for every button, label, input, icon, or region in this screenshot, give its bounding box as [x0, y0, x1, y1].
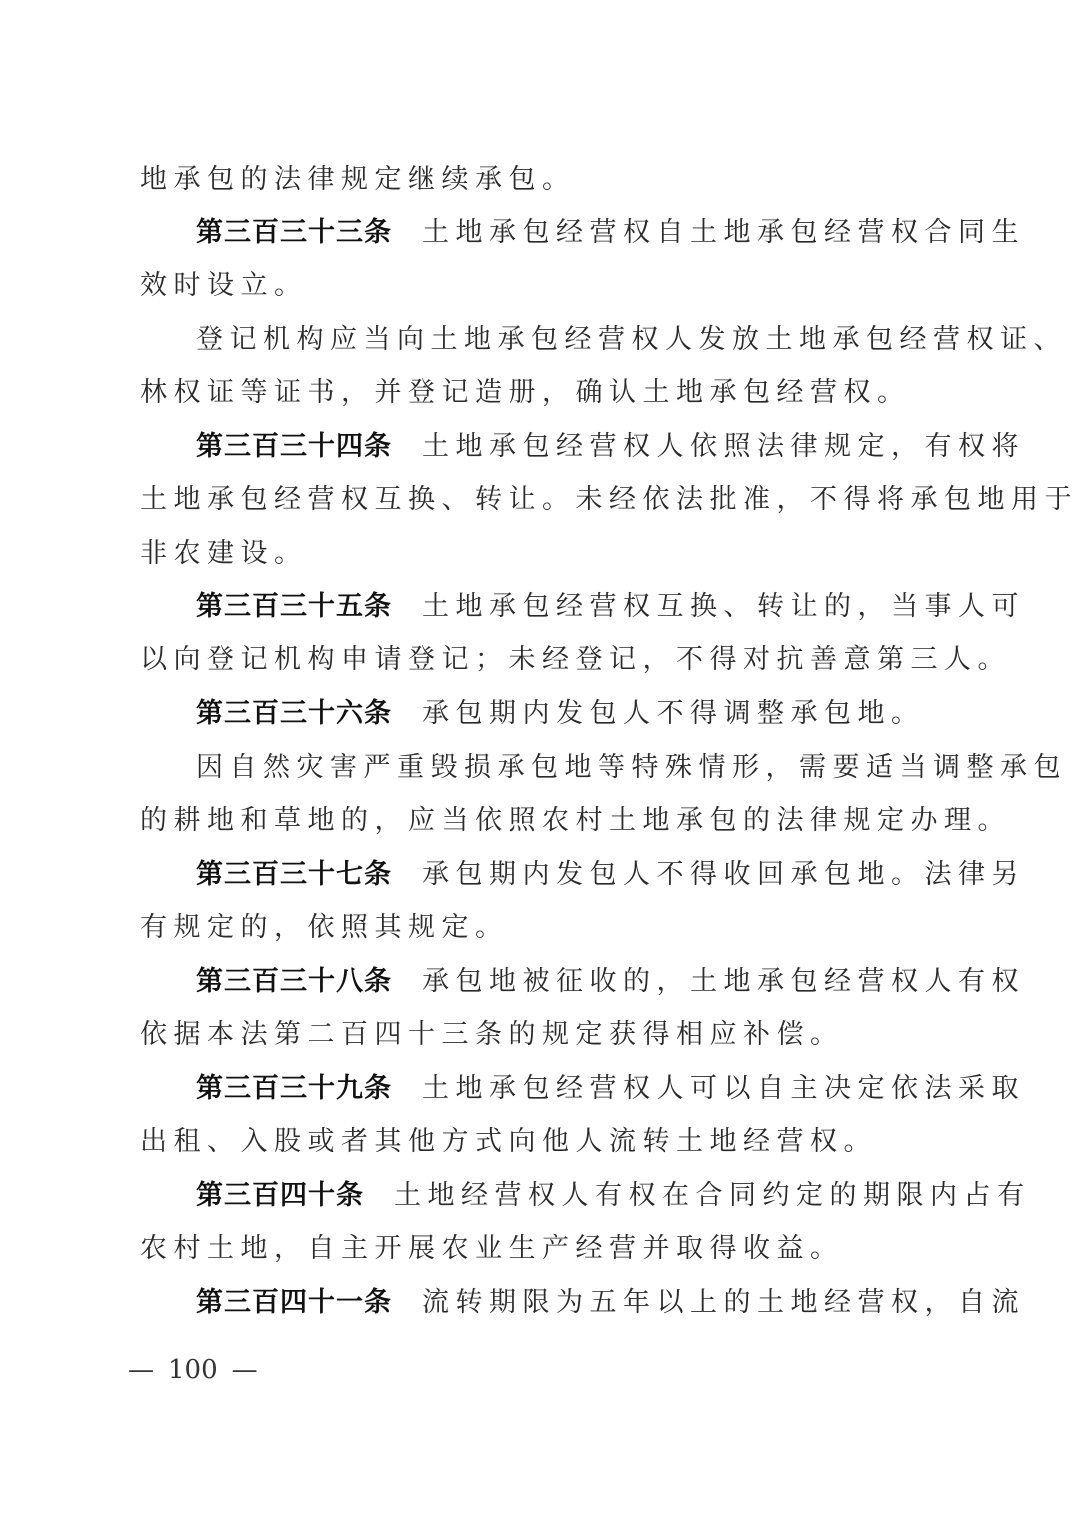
page-number [128, 1350, 258, 1390]
text-line [140, 801, 1011, 841]
line-text: 承包期内发包人不得收回承包地。法律另 [422, 859, 1025, 890]
line-text: 土地承包经营权自土地承包经营权合同生 [422, 217, 1025, 248]
text-line [196, 748, 1067, 788]
text-line [140, 1122, 940, 1162]
text-line [140, 1229, 940, 1269]
page-dash-left: — [128, 1355, 154, 1385]
article-heading: 第三百三十六条 [196, 698, 392, 729]
line-text: 的耕地和草地的，应当依照农村土地承包的法律规定办理。 [140, 805, 1011, 836]
page-number-value: 100 [168, 1355, 218, 1385]
text-line [140, 1015, 940, 1055]
text-line [140, 266, 940, 306]
article-heading: 第三百四十条 [196, 1180, 364, 1211]
line-text: 土地承包经营权人可以自主决定依法采取 [422, 1073, 1025, 1104]
text-line [196, 320, 1067, 360]
article-339-line [196, 1069, 1025, 1109]
article-heading: 第三百三十五条 [196, 591, 392, 622]
page-dash-right: — [231, 1355, 258, 1385]
text-line [140, 480, 1078, 520]
line-text: 流转期限为五年以上的土地经营权，自流 [422, 1287, 1025, 1318]
line-text: 农村土地，自主开展农业生产经营并取得收益。 [140, 1233, 844, 1264]
line-text: 效时设立。 [140, 270, 308, 301]
line-text: 土地承包经营权人依照法律规定，有权将 [422, 431, 1025, 462]
article-heading: 第三百三十三条 [196, 217, 392, 248]
line-text: 以向登记机构申请登记；未经登记，不得对抗善意第三人。 [140, 644, 1011, 675]
line-text: 有规定的，依照其规定。 [140, 912, 509, 943]
article-338-line [196, 962, 1025, 1002]
article-heading: 第三百三十九条 [196, 1073, 392, 1104]
line-text: 林权证等证书，并登记造册，确认土地承包经营权。 [140, 377, 911, 408]
text-line [140, 373, 940, 413]
line-text: 土地经营权人有权在合同约定的期限内占有 [394, 1180, 1031, 1211]
text-line [140, 908, 940, 948]
line-text: 承包期内发包人不得调整承包地。 [422, 698, 925, 729]
text-line [140, 640, 1011, 680]
article-340-line [196, 1176, 1031, 1216]
line-text: 地承包的法律规定继续承包。 [140, 164, 576, 195]
line-text: 土地承包经营权互换、转让。未经依法批准，不得将承包地用于 [140, 484, 1078, 515]
article-333-line [196, 213, 1025, 253]
article-heading: 第三百四十一条 [196, 1287, 392, 1318]
article-heading: 第三百三十七条 [196, 859, 392, 890]
article-335-line [196, 587, 1025, 627]
line-text: 出租、入股或者其他方式向他人流转土地经营权。 [140, 1126, 877, 1157]
line-text: 依据本法第二百四十三条的规定获得相应补偿。 [140, 1019, 844, 1050]
text-line [140, 534, 940, 574]
text-line [140, 160, 940, 200]
article-336-line [196, 694, 940, 734]
article-337-line [196, 855, 1025, 895]
article-341-line [196, 1283, 1025, 1323]
article-heading: 第三百三十四条 [196, 431, 392, 462]
line-text: 非农建设。 [140, 538, 308, 569]
line-text: 土地承包经营权互换、转让的，当事人可 [422, 591, 1025, 622]
line-text: 登记机构应当向土地承包经营权人发放土地承包经营权证、 [196, 324, 1067, 355]
article-334-line [196, 427, 1025, 467]
line-text: 因自然灾害严重毁损承包地等特殊情形，需要适当调整承包 [196, 752, 1067, 783]
article-heading: 第三百三十八条 [196, 966, 392, 997]
line-text: 承包地被征收的，土地承包经营权人有权 [422, 966, 1025, 997]
